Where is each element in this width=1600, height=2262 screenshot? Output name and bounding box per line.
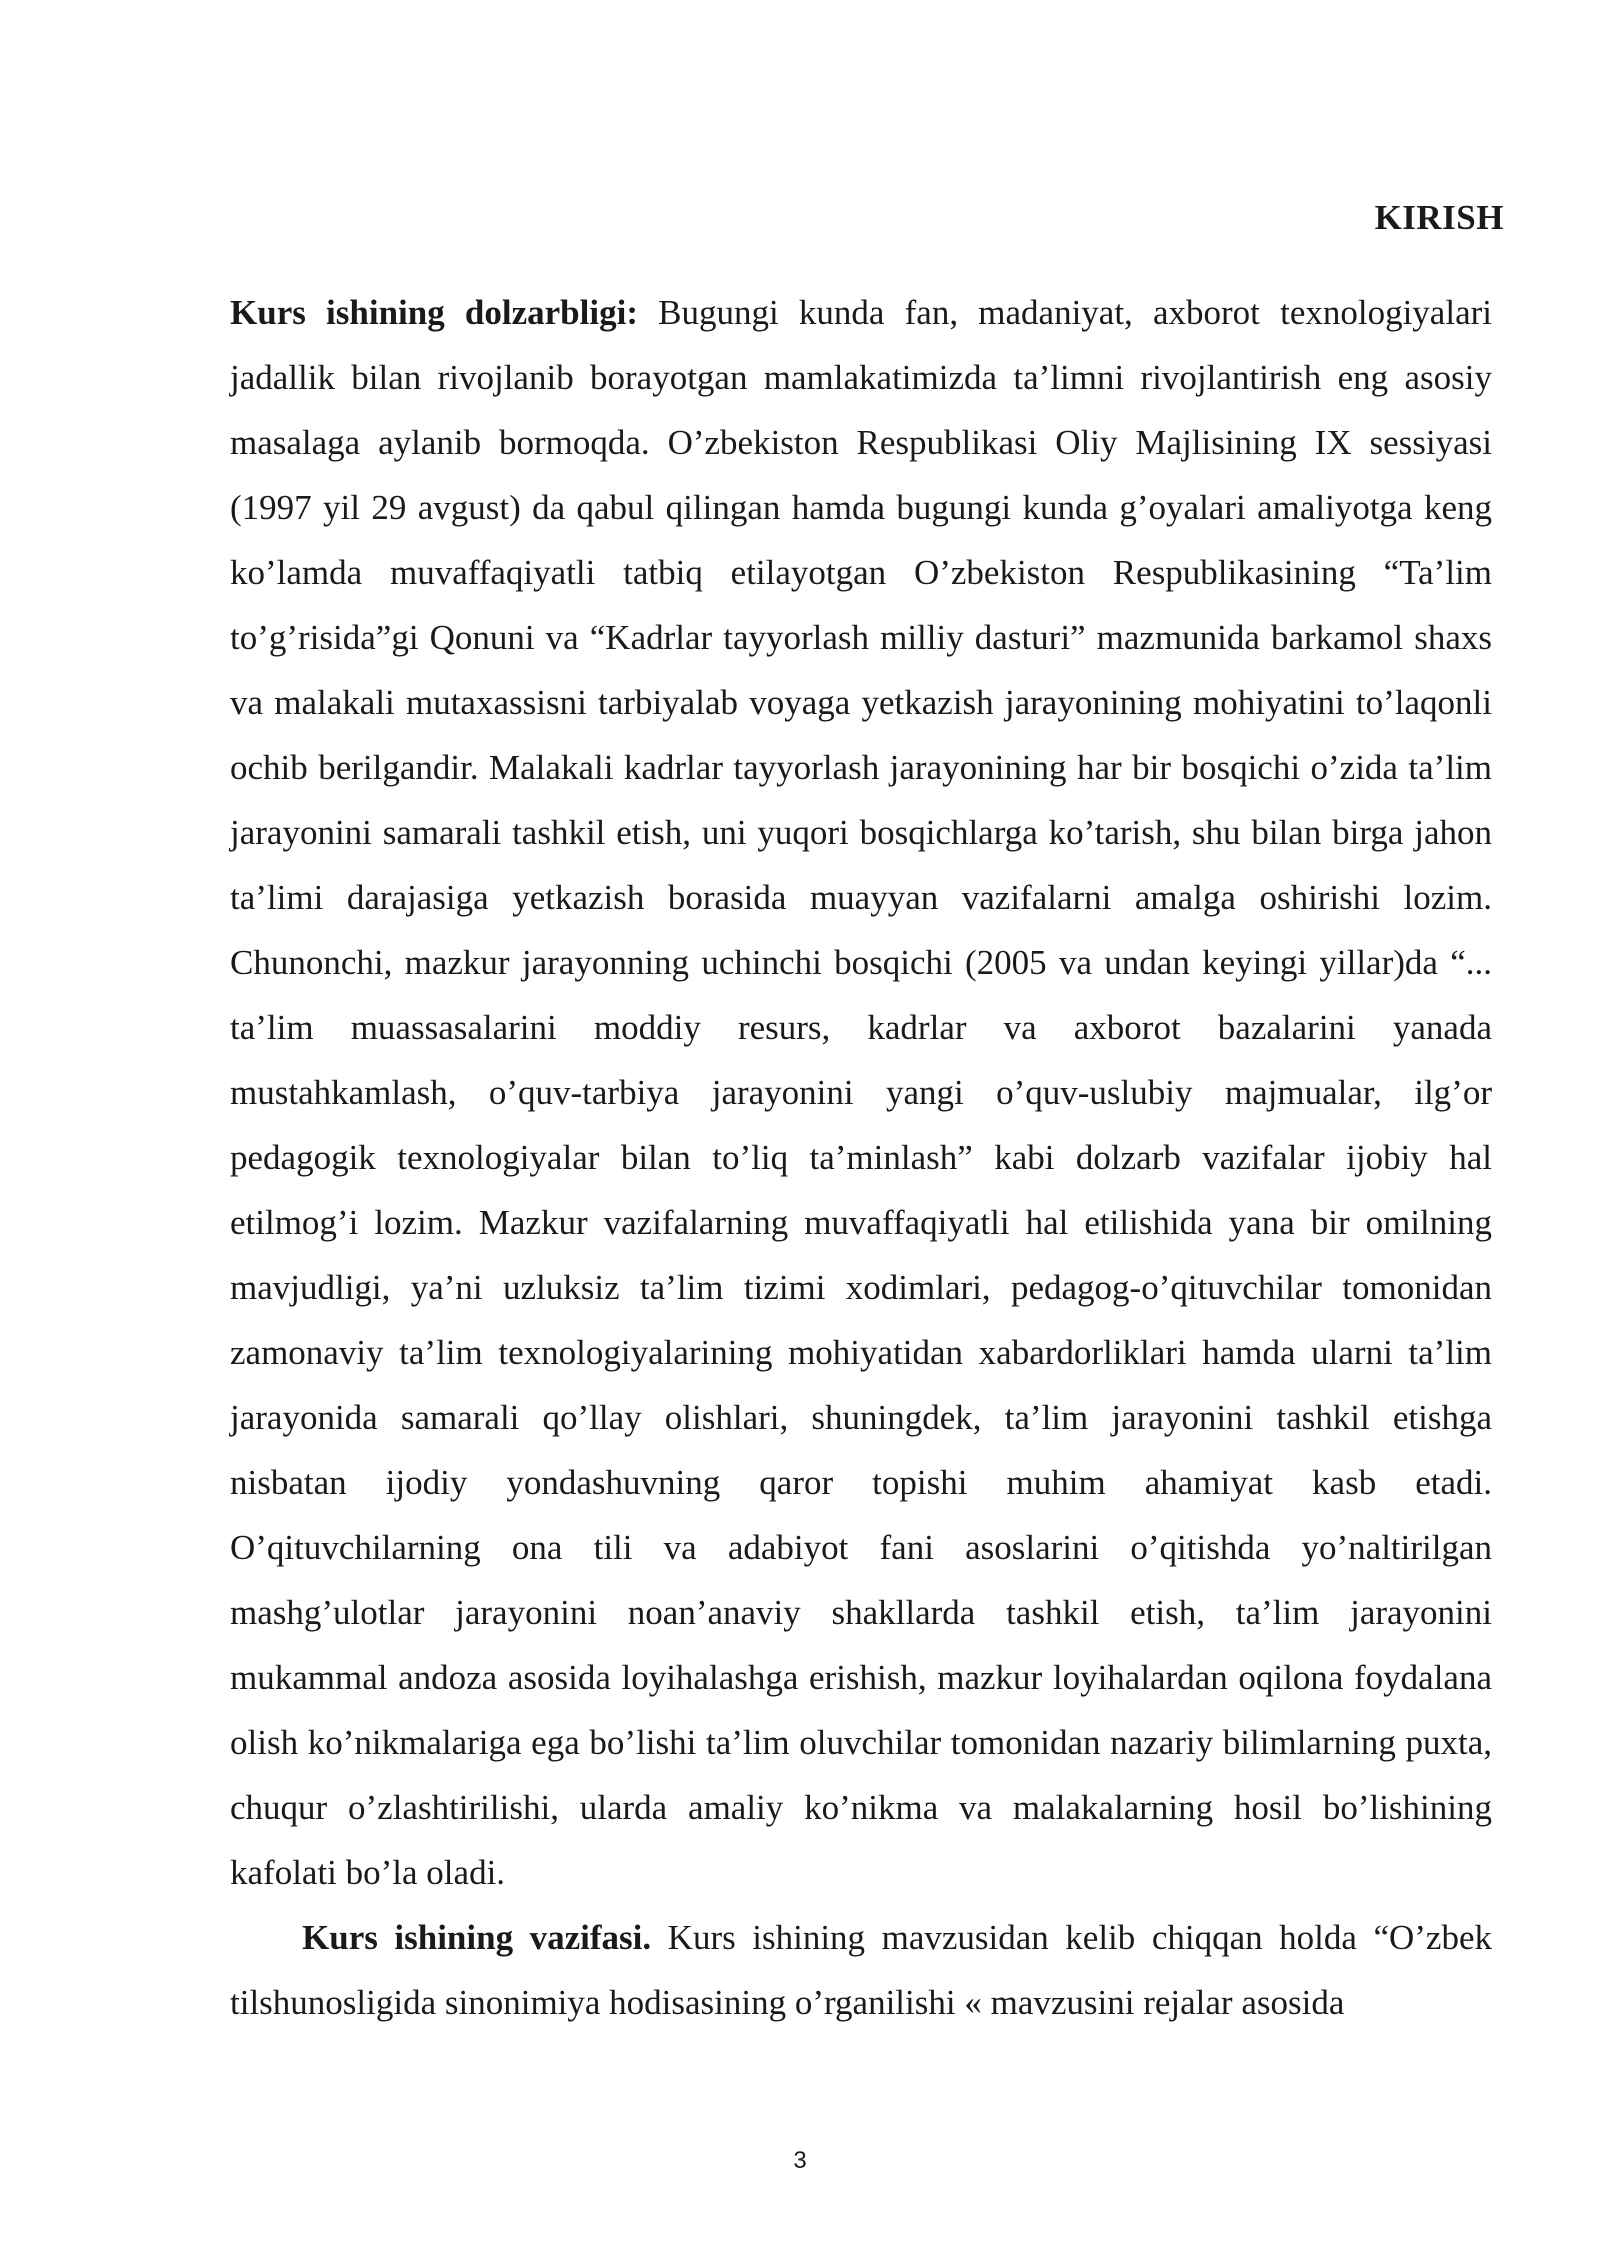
page-number: 3 xyxy=(793,2147,807,2174)
paragraph-body-relevance: Bugungi kunda fan, madaniyat, axborot texnologiyalari jadallik bilan rivojlanib borayotgan mamlakatimizda ta’limni rivojlantirish eng asosiy masalaga aylanib bormoqda. O’zbekiston Respublikasi Oliy Majlisining IX sessiyasi (1997 yil 29 avgust) da qabul qilingan hamda bugungi kunda g’oyalari amaliyotga keng ko’lamda muvaffaqiyatli tatbiq etilayotgan O’zbekiston Respublikasining “Ta’lim to’g’risida”gi Qonuni va “Kadrlar tayyorlash milliy dasturi” mazmunida barkamol shaxs va malakali mutaxassisni tarbiyalab voyaga yetkazish jarayonining mohiyatini to’laqonli ochib berilgandir. Malakali kadrlar tayyorlash jarayonining har bir bosqichi o’zida ta’lim jarayonini samarali tashkil etish, uni yuqori bosqichlarga ko’tarish, shu bilan birga jahon ta’limi darajasiga yetkazish borasida muayyan vazifalarni amalga oshirishi lozim. Chunonchi, mazkur jarayonning uchinchi bosqichi (2005 va undan keyingi yillar)da “... ta’lim muassasalarini moddiy resurs, kadrlar va axborot bazalarini yanada mustahkamlash, o’quv-tarbiya jarayonini yangi o’quv-uslubiy majmualar, ilg’or pedagogik texnologiyalar bilan to’liq ta’minlash” kabi dolzarb vazifalar ijobiy hal etilmog’i lozim. Mazkur vazifalarning muvaffaqiyatli hal etilishida yana bir omilning mavjudligi, ya’ni uzluksiz ta’lim tizimi xodimlari, pedagog-o’qituvchilar tomonidan zamonaviy ta’lim texnologiyalarining mohiyatidan xabardorliklari hamda ularni ta’lim jarayonida samarali qo’llay olishlari, shuningdek, ta’lim jarayonini tashkil etishga nisbatan ijodiy yondashuvning qaror topishi muhim ahamiyat kasb etadi. O’qituvchilarning ona tili va adabiyot fani asoslarini o’qitishda yo’naltirilgan mashg’ulotlar jarayonini noan’anaviy shakllarda tashkil etish, ta’lim jarayonini mukammal andoza asosida loyihalashga erishish, mazkur loyihalardan oqilona foydalana olish ko’nikmalariga ega bo’lishi ta’lim oluvchilar tomonidan nazariy bilimlarning puxta, chuqur o’zlashtirilishi, ularda amaliy ko’nikma va malakalarning hosil bo’lishining kafolati bo’la oladi. xyxy=(230,293,1492,1892)
paragraph-lead-tasks: Kurs ishining vazifasi. xyxy=(302,1918,652,1957)
section-heading: KIRISH xyxy=(1374,198,1504,237)
body-text xyxy=(230,280,1492,2035)
paragraph-tasks xyxy=(230,1905,1492,2035)
paragraph-lead-relevance: Kurs ishining dolzarbligi: xyxy=(230,293,638,332)
paragraph-relevance xyxy=(230,280,1492,1905)
paragraph-body-tasks: Kurs ishining mavzusidan kelib chiqqan holda “O’zbek tilshunosligida sinonimiya hodisasining o’rganilishi « mavzusini rejalar asosida xyxy=(230,1918,1492,2022)
